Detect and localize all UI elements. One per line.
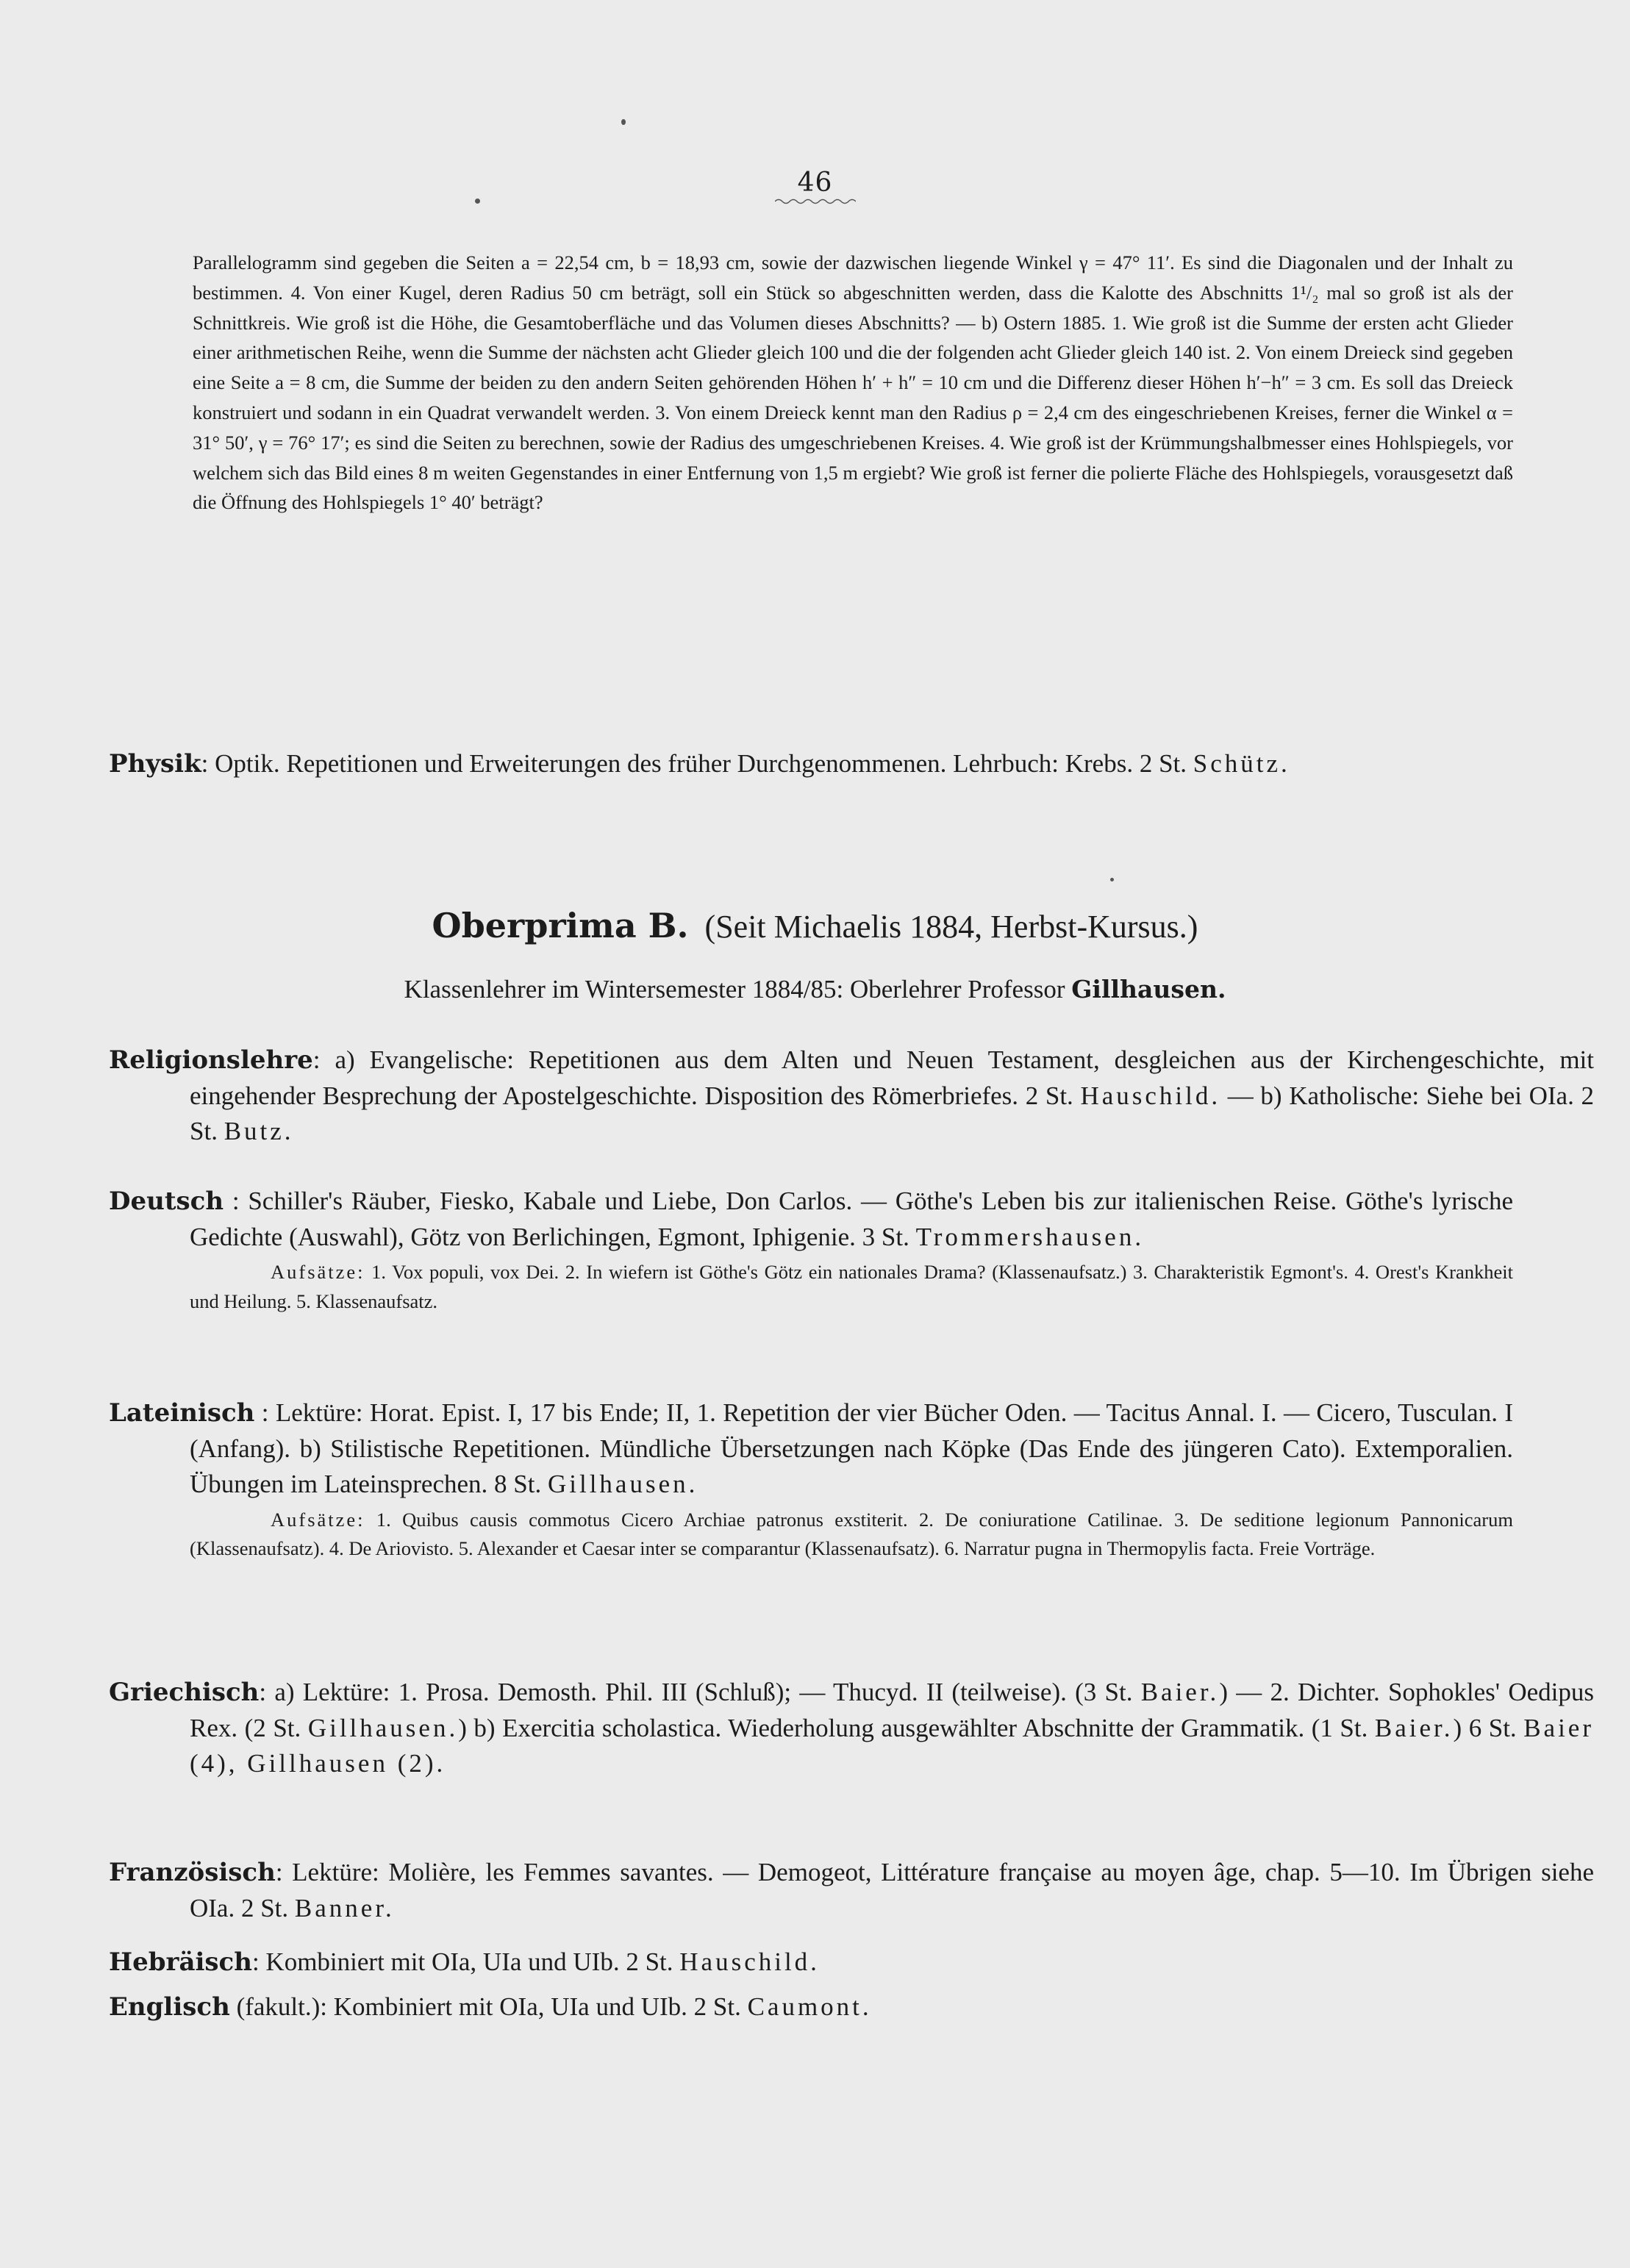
griechisch-text-1: : a) Lektüre: 1. Prosa. Demosth. Phil. III (Schluß); — Thucyd. II (teilweise). (3 St.: [259, 1678, 1141, 1706]
class-subtitle: (Seit Michaelis 1884, Herbst-Kursus.): [704, 909, 1198, 945]
klassenlehrer-name: Gillhausen.: [1071, 975, 1226, 1004]
class-heading: [0, 906, 1630, 945]
deutsch-main: [109, 1184, 1513, 1255]
religion-text-1: : a) Evangelische: Repetitionen aus dem Alten und Neuen Testament, desgleichen aus der Kirchengeschichte, mit eingehender Besprechung der Apostelgeschichte. Disposition des Römerbriefes. 2 St.: [190, 1045, 1594, 1110]
latein-main: [109, 1395, 1513, 1503]
englisch-teacher: Caumont.: [747, 1992, 872, 2021]
latein-aufsaetze: [109, 1506, 1513, 1564]
wavy-underline-icon: [775, 198, 856, 205]
deutsch-aufsaetze: [109, 1258, 1513, 1316]
math-exercises-paragraph: Parallelogramm sind gegeben die Seiten a = 22,54 cm, b = 18,93 cm, sowie der dazwischen liegende Winkel γ = 47° 11′. Es sind die Diagonalen und der Inhalt zu bestimmen. 4. Von einer Kugel, deren Radius 50 cm beträgt, soll ein Stück so abgeschnitten werden, dass die Kalotte des Abschnitts 1¹/₂ mal so groß ist als der Schnittkreis. Wie groß ist die Höhe, die Gesamtoberfläche und das Volumen dieses Abschnitts? — b) Ostern 1885. 1. Wie groß ist die Summe der ersten acht Glieder einer arithmetischen Reihe, wenn die Summe der nächsten acht Glieder gleich 100 und die der folgenden acht Glieder gleich 140 ist. 2. Von einem Dreieck sind gegeben eine Seite a = 8 cm, die Summe der beiden zu den andern Seiten gehörenden Höhen h′ + h″ = 10 cm und die Differenz dieser Höhen h′−h″ = 3 cm. Es soll das Dreieck konstruiert und sodann in ein Quadrat verwandelt werden. 3. Von einem Dreieck kennt man den Radius ρ = 2,4 cm des eingeschriebenen Kreises, ferner die Winkel α = 31° 50′, γ = 76° 17′; es sind die Seiten zu berechnen, sowie der Radius des umgeschriebenen Kreises. 4. Wie groß ist der Krümmungshalbmesser eines Hohlspiegels, vor welchem sich das Bild eines 8 m weiten Gegenstandes in einer Entfernung von 1,5 m ergiebt? Wie groß ist ferner die polierte Fläche des Hohlspiegels, vorausgesetzt daß die Öffnung des Hohlspiegels 1° 40′ beträgt?: [193, 251, 1513, 514]
griechisch-teacher-4: Baier (4), Gillhausen (2).: [190, 1713, 1594, 1778]
englisch-text: (fakult.): Kombiniert mit OIa, UIa und UIb. 2 St.: [229, 1992, 748, 2021]
englisch-label: Englisch: [109, 1992, 230, 2022]
deutsch-teacher: Trommershausen.: [915, 1222, 1145, 1251]
hebraeisch-entry: [109, 1945, 1594, 1981]
latein-text: : Lektüre: Horat. Epist. I, 17 bis Ende; II, 1. Repetition der vier Bücher Oden. — Tacitus Annal. I. — Cicero, Tusculan. I (Anfang). b) Stilistische Repetitionen. Mündliche Übersetzungen nach Köpke (Das Ende des jüngeren Cato). Extemporalien. Übungen im Lateinsprechen. 8 St.: [190, 1398, 1513, 1498]
hebraeisch-teacher: Hauschild.: [679, 1947, 820, 1976]
religion-text-2: — b) Katholische: Siehe bei OIa. 2 St.: [190, 1081, 1594, 1145]
griechisch-entry: [109, 1675, 1594, 1782]
hebraeisch-label: Hebräisch: [109, 1947, 252, 1977]
klassenlehrer-text: Klassenlehrer im Wintersemester 1884/85: Oberlehrer Professor: [404, 975, 1072, 1004]
latein-aufsaetze-label: Aufsätze:: [271, 1508, 365, 1531]
latein-aufsaetze-text: 1. Quibus causis commotus Cicero Archiae patronus exstiterit. 2. De coniuratione Catilinae. 3. De seditione legionum Pannonicarum (Klassenaufsatz). 4. De Ariovisto. 5. Alexander et Caesar inter se comparantur (Klassenaufsatz). 6. Narratur pugna in Thermopylis facta. Freie Vorträge.: [190, 1508, 1513, 1559]
hebraeisch-text: : Kombiniert mit OIa, UIa und UIb. 2 St.: [251, 1947, 680, 1976]
latein-teacher: Gillhausen.: [547, 1470, 698, 1498]
class-title: Oberprima B.: [432, 906, 689, 945]
page-number-text: 46: [797, 168, 833, 198]
griechisch-teacher-1: Baier.: [1140, 1678, 1220, 1706]
franzoesisch-teacher: Banner.: [294, 1893, 395, 1922]
deutsch-text: : Schiller's Räuber, Fiesko, Kabale und Liebe, Don Carlos. — Göthe's Leben bis zur italienischen Reise. Göthe's lyrische Gedichte (Auswahl), Götz von Berlichingen, Egmont, Iphigenie. 3 St.: [190, 1187, 1513, 1251]
page-number: [0, 168, 1630, 205]
englisch-entry: [109, 1989, 1594, 2025]
speck: [1110, 878, 1114, 881]
griechisch-text-3: ) b) Exercitia scholastica. Wiederholung ausgewählter Abschnitte der Grammatik. (1 St.: [458, 1713, 1375, 1742]
klassenlehrer-line: [0, 975, 1630, 1004]
griechisch-text-4: ) 6 St.: [1453, 1713, 1524, 1742]
physik-entry: [109, 746, 1594, 782]
latein-entry: [109, 1395, 1513, 1564]
deutsch-aufsaetze-label: Aufsätze:: [271, 1261, 365, 1283]
deutsch-entry: [109, 1184, 1513, 1316]
physik-text: : Optik. Repetitionen und Erweiterungen des früher Durchgenommenen. Lehrbuch: Krebs. 2 St.: [201, 749, 1193, 778]
physik-teacher: Schütz.: [1193, 749, 1290, 778]
religion-teacher-1: Hauschild.: [1080, 1081, 1221, 1110]
religion-entry: [109, 1042, 1594, 1150]
franzoesisch-text: : Lektüre: Molière, les Femmes savantes. — Demogeot, Littérature française au moyen âge, chap. 5—10. Im Übrigen siehe OIa. 2 St.: [190, 1858, 1594, 1922]
franzoesisch-entry: [109, 1855, 1594, 1926]
griechisch-text-2: ) — 2. Dichter. Sophokles' Oedipus Rex. (2 St.: [190, 1678, 1594, 1742]
religion-label: Religionslehre: [109, 1045, 313, 1075]
franzoesisch-label: Französisch: [109, 1858, 276, 1887]
deutsch-aufsaetze-text: 1. Vox populi, vox Dei. 2. In wiefern ist Göthe's Götz ein nationales Drama? (Klassenaufsatz.) 3. Charakteristik Egmont's. 4. Orest's Krankheit und Heilung. 5. Klassenaufsatz.: [190, 1261, 1513, 1312]
griechisch-label: Griechisch: [109, 1678, 260, 1707]
latein-label: Lateinisch: [109, 1398, 255, 1428]
griechisch-teacher-2: Gillhausen.: [307, 1713, 459, 1742]
deutsch-label: Deutsch: [109, 1187, 224, 1216]
speck: [621, 119, 626, 125]
physik-label: Physik: [109, 749, 201, 779]
griechisch-teacher-3: Baier.: [1374, 1713, 1454, 1742]
religion-teacher-2: Butz.: [224, 1117, 294, 1145]
